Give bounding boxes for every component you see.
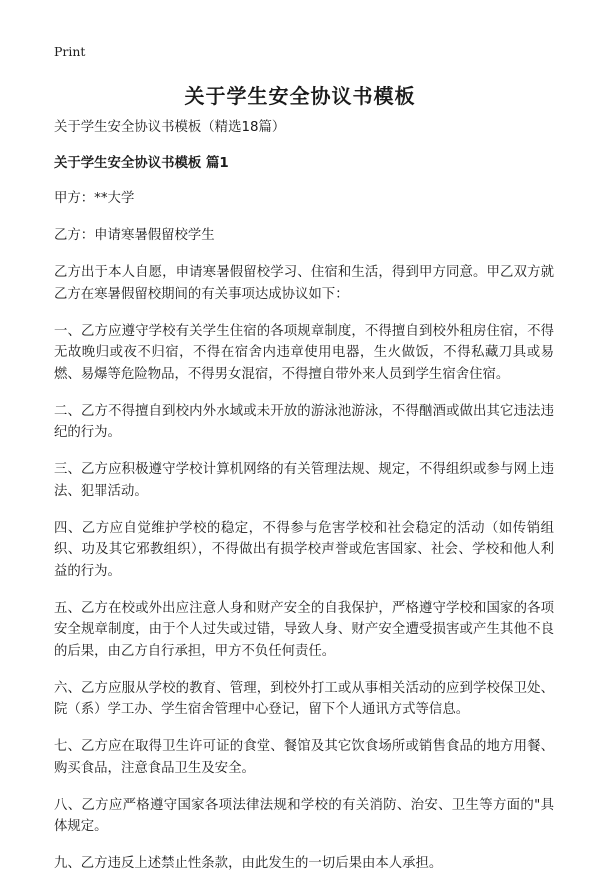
clause-2: 二、乙方不得擅自到校内外水域或未开放的游泳池游泳，不得酗酒或做出其它违法违纪的行为。 xyxy=(54,403,554,440)
clause-6: 六、乙方应服从学校的教育、管理，到校外打工或从事相关活动的应到学校保卫处、院（系）学工办、学生宿舍管理中心登记，留下个人通讯方式等信息。 xyxy=(54,680,554,717)
clause-1: 一、乙方应遵守学校有关学生住宿的各项规章制度，不得擅自到校外租房住宿，不得无故晚归或夜不归宿，不得在宿舍内违章使用电器，生火做饭，不得私藏刀具或易燃、易爆等危险物品，不得男女混宿，不得擅自带外来人员到学生宿舍住宿。 xyxy=(54,323,554,382)
document-title: 关于学生安全协议书模板 xyxy=(184,84,416,108)
document-subtitle: 关于学生安全协议书模板（精选18篇） xyxy=(54,120,286,135)
clause-4: 四、乙方应自觉维护学校的稳定，不得参与危害学校和社会稳定的活动（如传销组织、功及其它邪教组织），不得做出有损学校声誉或危害国家、社会、学校和他人利益的行为。 xyxy=(54,520,554,579)
clause-5: 五、乙方在校或外出应注意人身和财产安全的自我保护，严格遵守学校和国家的各项安全规章制度，由于个人过失或过错，导致人身、财产安全遭受损害或产生其他不良的后果，由乙方自行承担，甲方不负任何责任。 xyxy=(54,600,554,659)
clause-3: 三、乙方应积极遵守学校计算机网络的有关管理法规、规定，不得组织或参与网上违法、犯罪活动。 xyxy=(54,462,554,499)
party-b: 乙方：申请寒暑假留校学生 xyxy=(54,228,215,243)
print-link[interactable]: Print xyxy=(54,44,86,59)
party-a: 甲方：**大学 xyxy=(54,191,135,206)
document-body xyxy=(54,117,554,890)
section-heading: 关于学生安全协议书模板 篇1 xyxy=(54,155,229,171)
clause-9: 九、乙方违反上述禁止性条款，由此发生的一切后果由本人承担。 xyxy=(54,856,443,871)
intro-paragraph: 乙方出于本人自愿，申请寒暑假留校学习、住宿和生活，得到甲方同意。甲乙双方就乙方在寒暑假留校期间的有关事项达成协议如下： xyxy=(54,265,554,302)
clause-7: 七、乙方应在取得卫生许可证的食堂、餐馆及其它饮食场所或销售食品的地方用餐、购买食品，注意食品卫生及安全。 xyxy=(54,739,554,776)
clause-8: 八、乙方应严格遵守国家各项法律法规和学校的有关消防、治安、卫生等方面的"具体规定。 xyxy=(54,797,554,834)
